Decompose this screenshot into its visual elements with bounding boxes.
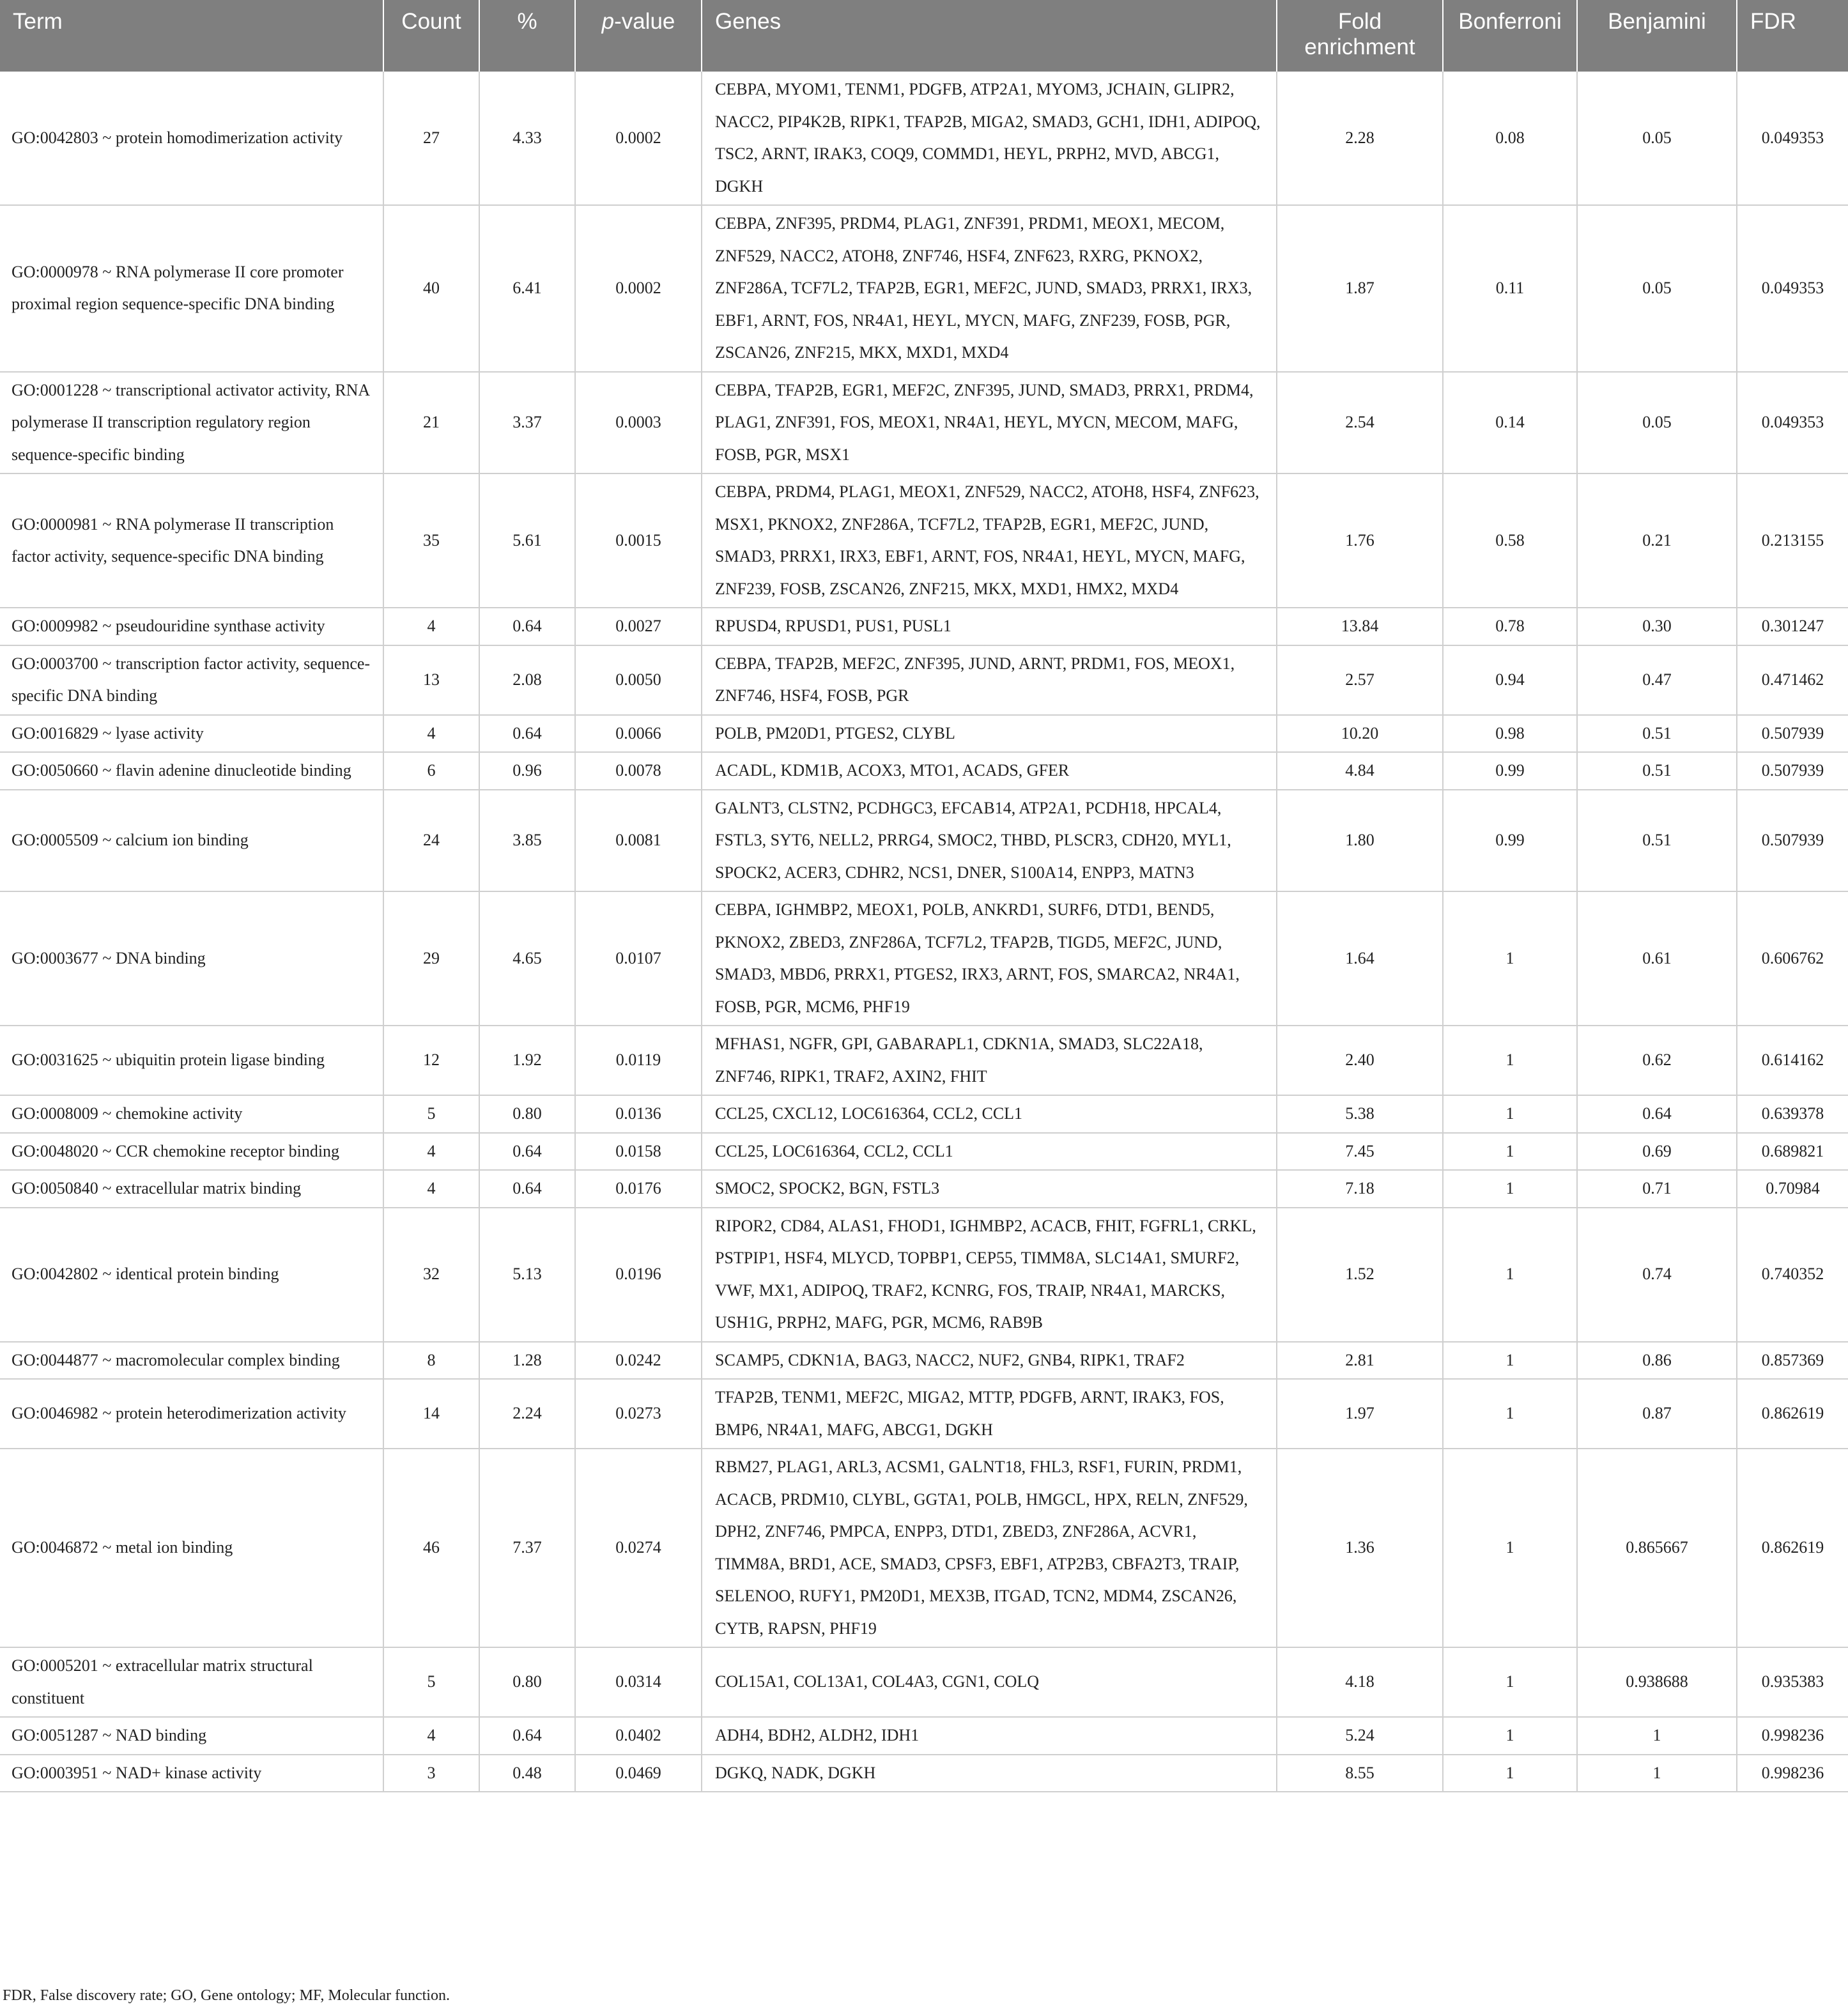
cell-count: 3 <box>383 1755 479 1792</box>
cell-genes: RIPOR2, CD84, ALAS1, FHOD1, IGHMBP2, ACACB, FHIT, FGFRL1, CRKL, PSTPIP1, HSF4, MLYCD, TOPBP1, CEP55, TIMM8A, SLC14A1, SMURF2, VWF, MX1, ADIPOQ, TRAF2, KCNRG, FOS, TRAIP, NR4A1, MARCKS, USH1G, PRPH2, MAFG, PGR, MCM6, RAB9B <box>702 1208 1277 1342</box>
header-genes: Genes <box>702 0 1277 72</box>
cell-bonferroni: 1 <box>1443 1170 1577 1208</box>
cell-fold-enrichment: 5.38 <box>1277 1095 1443 1133</box>
cell-percent: 0.80 <box>479 1095 575 1133</box>
cell-term: GO:0005509 ~ calcium ion binding <box>0 790 383 892</box>
header-term: Term <box>0 0 383 72</box>
cell-count: 21 <box>383 372 479 474</box>
cell-fdr: 0.998236 <box>1737 1755 1848 1792</box>
cell-count: 6 <box>383 752 479 790</box>
cell-count: 4 <box>383 715 479 753</box>
cell-genes: ACADL, KDM1B, ACOX3, MTO1, ACADS, GFER <box>702 752 1277 790</box>
table-row <box>0 1449 1848 1647</box>
cell-fold-enrichment: 13.84 <box>1277 608 1443 645</box>
cell-percent: 1.92 <box>479 1026 575 1095</box>
cell-percent: 0.64 <box>479 608 575 645</box>
cell-fdr: 0.507939 <box>1737 715 1848 753</box>
header-row <box>0 0 1848 72</box>
table-row <box>0 1208 1848 1342</box>
cell-bonferroni: 0.11 <box>1443 205 1577 372</box>
cell-fold-enrichment: 2.40 <box>1277 1026 1443 1095</box>
cell-fold-enrichment: 2.81 <box>1277 1342 1443 1380</box>
cell-bonferroni: 1 <box>1443 1379 1577 1449</box>
cell-percent: 0.64 <box>479 1133 575 1171</box>
cell-genes: MFHAS1, NGFR, GPI, GABARAPL1, CDKN1A, SMAD3, SLC22A18, ZNF746, RIPK1, TRAF2, AXIN2, FHIT <box>702 1026 1277 1095</box>
cell-fold-enrichment: 2.57 <box>1277 645 1443 715</box>
cell-bonferroni: 1 <box>1443 891 1577 1026</box>
table-row <box>0 1379 1848 1449</box>
cell-fold-enrichment: 4.84 <box>1277 752 1443 790</box>
cell-fdr: 0.614162 <box>1737 1026 1848 1095</box>
table-row <box>0 1717 1848 1755</box>
cell-benjamini: 0.61 <box>1577 891 1737 1026</box>
cell-genes: CEBPA, TFAP2B, MEF2C, ZNF395, JUND, ARNT, PRDM1, FOS, MEOX1, ZNF746, HSF4, FOSB, PGR <box>702 645 1277 715</box>
cell-percent: 5.13 <box>479 1208 575 1342</box>
header-count: Count <box>383 0 479 72</box>
cell-percent: 2.08 <box>479 645 575 715</box>
cell-percent: 4.33 <box>479 72 575 205</box>
table-row <box>0 1755 1848 1792</box>
cell-benjamini: 0.21 <box>1577 473 1737 608</box>
table-row <box>0 891 1848 1026</box>
table-row <box>0 715 1848 753</box>
cell-percent: 0.64 <box>479 715 575 753</box>
cell-count: 5 <box>383 1095 479 1133</box>
cell-pvalue: 0.0015 <box>575 473 702 608</box>
cell-fold-enrichment: 2.54 <box>1277 372 1443 474</box>
cell-percent: 6.41 <box>479 205 575 372</box>
cell-fdr: 0.507939 <box>1737 752 1848 790</box>
cell-fdr: 0.857369 <box>1737 1342 1848 1380</box>
cell-fold-enrichment: 7.18 <box>1277 1170 1443 1208</box>
cell-bonferroni: 0.14 <box>1443 372 1577 474</box>
cell-genes: POLB, PM20D1, PTGES2, CLYBL <box>702 715 1277 753</box>
header-fold-line2: enrichment <box>1304 35 1415 59</box>
cell-bonferroni: 1 <box>1443 1026 1577 1095</box>
cell-term: GO:0003677 ~ DNA binding <box>0 891 383 1026</box>
cell-count: 35 <box>383 473 479 608</box>
cell-fold-enrichment: 1.64 <box>1277 891 1443 1026</box>
cell-fdr: 0.301247 <box>1737 608 1848 645</box>
cell-fold-enrichment: 8.55 <box>1277 1755 1443 1792</box>
cell-pvalue: 0.0273 <box>575 1379 702 1449</box>
cell-count: 4 <box>383 608 479 645</box>
cell-count: 27 <box>383 72 479 205</box>
cell-fdr: 0.507939 <box>1737 790 1848 892</box>
cell-percent: 3.37 <box>479 372 575 474</box>
cell-fdr: 0.606762 <box>1737 891 1848 1026</box>
cell-benjamini: 0.86 <box>1577 1342 1737 1380</box>
cell-fold-enrichment: 1.36 <box>1277 1449 1443 1647</box>
table-row <box>0 645 1848 715</box>
cell-fold-enrichment: 1.52 <box>1277 1208 1443 1342</box>
cell-term: GO:0031625 ~ ubiquitin protein ligase binding <box>0 1026 383 1095</box>
cell-percent: 2.24 <box>479 1379 575 1449</box>
table-header <box>0 0 1848 72</box>
cell-genes: TFAP2B, TENM1, MEF2C, MIGA2, MTTP, PDGFB, ARNT, IRAK3, FOS, BMP6, NR4A1, MAFG, ABCG1, DGKH <box>702 1379 1277 1449</box>
cell-benjamini: 0.69 <box>1577 1133 1737 1171</box>
cell-pvalue: 0.0078 <box>575 752 702 790</box>
cell-genes: GALNT3, CLSTN2, PCDHGC3, EFCAB14, ATP2A1, PCDH18, HPCAL4, FSTL3, SYT6, NELL2, PRRG4, SMOC2, THBD, PLSCR3, CDH20, MYL1, SPOCK2, ACER3, CDHR2, NCS1, DNER, S100A14, ENPP3, MATN3 <box>702 790 1277 892</box>
cell-count: 4 <box>383 1133 479 1171</box>
cell-bonferroni: 1 <box>1443 1095 1577 1133</box>
cell-bonferroni: 1 <box>1443 1342 1577 1380</box>
cell-count: 13 <box>383 645 479 715</box>
cell-genes: CEBPA, PRDM4, PLAG1, MEOX1, ZNF529, NACC2, ATOH8, HSF4, ZNF623, MSX1, PKNOX2, ZNF286A, TCF7L2, TFAP2B, EGR1, MEF2C, JUND, SMAD3, PRRX1, IRX3, EBF1, ARNT, FOS, NR4A1, HEYL, MYCN, MAFG, ZNF239, FOSB, ZSCAN26, ZNF215, MKX, MXD1, HMX2, MXD4 <box>702 473 1277 608</box>
header-fold-enrichment <box>1277 0 1443 72</box>
cell-pvalue: 0.0402 <box>575 1717 702 1755</box>
cell-term: GO:0051287 ~ NAD binding <box>0 1717 383 1755</box>
cell-fold-enrichment: 1.76 <box>1277 473 1443 608</box>
table-row <box>0 1133 1848 1171</box>
cell-benjamini: 0.47 <box>1577 645 1737 715</box>
cell-term: GO:0042802 ~ identical protein binding <box>0 1208 383 1342</box>
cell-pvalue: 0.0242 <box>575 1342 702 1380</box>
cell-pvalue: 0.0050 <box>575 645 702 715</box>
cell-benjamini: 0.51 <box>1577 790 1737 892</box>
cell-term: GO:0042803 ~ protein homodimerization activity <box>0 72 383 205</box>
cell-term: GO:0050660 ~ flavin adenine dinucleotide binding <box>0 752 383 790</box>
cell-bonferroni: 1 <box>1443 1133 1577 1171</box>
cell-term: GO:0044877 ~ macromolecular complex binding <box>0 1342 383 1380</box>
cell-genes: CEBPA, MYOM1, TENM1, PDGFB, ATP2A1, MYOM3, JCHAIN, GLIPR2, NACC2, PIP4K2B, RIPK1, TFAP2B, MIGA2, SMAD3, GCH1, IDH1, ADIPOQ, TSC2, ARNT, IRAK3, COQ9, COMMD1, HEYL, PRPH2, MVD, ABCG1, DGKH <box>702 72 1277 205</box>
cell-fdr: 0.639378 <box>1737 1095 1848 1133</box>
cell-term: GO:0001228 ~ transcriptional activator activity, RNA polymerase II transcription regulatory region sequence-specific binding <box>0 372 383 474</box>
header-benjamini: Benjamini <box>1577 0 1737 72</box>
table-footnote: FDR, False discovery rate; GO, Gene ontology; MF, Molecular function. <box>3 1987 450 2004</box>
cell-percent: 0.64 <box>479 1170 575 1208</box>
cell-term: GO:0016829 ~ lyase activity <box>0 715 383 753</box>
table-row <box>0 1170 1848 1208</box>
cell-benjamini: 0.05 <box>1577 205 1737 372</box>
table-row <box>0 473 1848 608</box>
cell-genes: DGKQ, NADK, DGKH <box>702 1755 1277 1792</box>
cell-term: GO:0000981 ~ RNA polymerase II transcription factor activity, sequence-specific DNA binding <box>0 473 383 608</box>
cell-pvalue: 0.0136 <box>575 1095 702 1133</box>
cell-percent: 0.48 <box>479 1755 575 1792</box>
cell-benjamini: 0.74 <box>1577 1208 1737 1342</box>
cell-benjamini: 0.62 <box>1577 1026 1737 1095</box>
cell-fdr: 0.862619 <box>1737 1449 1848 1647</box>
cell-bonferroni: 0.94 <box>1443 645 1577 715</box>
cell-fdr: 0.689821 <box>1737 1133 1848 1171</box>
cell-fdr: 0.213155 <box>1737 473 1848 608</box>
cell-benjamini: 0.71 <box>1577 1170 1737 1208</box>
cell-bonferroni: 1 <box>1443 1755 1577 1792</box>
cell-term: GO:0003951 ~ NAD+ kinase activity <box>0 1755 383 1792</box>
cell-genes: SMOC2, SPOCK2, BGN, FSTL3 <box>702 1170 1277 1208</box>
cell-pvalue: 0.0027 <box>575 608 702 645</box>
cell-bonferroni: 0.08 <box>1443 72 1577 205</box>
cell-fdr: 0.471462 <box>1737 645 1848 715</box>
cell-fdr: 0.049353 <box>1737 205 1848 372</box>
cell-count: 40 <box>383 205 479 372</box>
header-fold-line1: Fold <box>1337 9 1382 34</box>
cell-term: GO:0009982 ~ pseudouridine synthase activity <box>0 608 383 645</box>
cell-pvalue: 0.0196 <box>575 1208 702 1342</box>
cell-genes: CEBPA, TFAP2B, EGR1, MEF2C, ZNF395, JUND, SMAD3, PRRX1, PRDM4, PLAG1, ZNF391, FOS, MEOX1, NR4A1, HEYL, MYCN, MECOM, MAFG, FOSB, PGR, MSX1 <box>702 372 1277 474</box>
cell-pvalue: 0.0158 <box>575 1133 702 1171</box>
cell-benjamini: 1 <box>1577 1717 1737 1755</box>
cell-benjamini: 0.64 <box>1577 1095 1737 1133</box>
cell-count: 24 <box>383 790 479 892</box>
cell-bonferroni: 0.98 <box>1443 715 1577 753</box>
cell-fdr: 0.049353 <box>1737 72 1848 205</box>
cell-count: 4 <box>383 1717 479 1755</box>
cell-benjamini: 0.51 <box>1577 752 1737 790</box>
cell-term: GO:0050840 ~ extracellular matrix binding <box>0 1170 383 1208</box>
cell-pvalue: 0.0274 <box>575 1449 702 1647</box>
cell-bonferroni: 0.58 <box>1443 473 1577 608</box>
cell-percent: 7.37 <box>479 1449 575 1647</box>
cell-bonferroni: 1 <box>1443 1449 1577 1647</box>
table-row <box>0 1647 1848 1717</box>
cell-genes: CCL25, CXCL12, LOC616364, CCL2, CCL1 <box>702 1095 1277 1133</box>
cell-percent: 1.28 <box>479 1342 575 1380</box>
cell-fold-enrichment: 7.45 <box>1277 1133 1443 1171</box>
cell-genes: RBM27, PLAG1, ARL3, ACSM1, GALNT18, FHL3, RSF1, FURIN, PRDM1, ACACB, PRDM10, CLYBL, GGTA1, POLB, HMGCL, HPX, RELN, ZNF529, DPH2, ZNF746, PMPCA, ENPP3, DTD1, ZBED3, ZNF286A, ACVR1, TIMM8A, BRD1, ACE, SMAD3, CPSF3, EBF1, ATP2B3, CBFA2T3, TRAIP, SELENOO, RUFY1, PM20D1, MEX3B, ITGAD, TCN2, MDM4, ZSCAN26, CYTB, RAPSN, PHF19 <box>702 1449 1277 1647</box>
cell-count: 8 <box>383 1342 479 1380</box>
cell-fold-enrichment: 5.24 <box>1277 1717 1443 1755</box>
header-fdr: FDR <box>1737 0 1848 72</box>
cell-genes: COL15A1, COL13A1, COL4A3, CGN1, COLQ <box>702 1647 1277 1717</box>
table-row <box>0 1095 1848 1133</box>
cell-count: 29 <box>383 891 479 1026</box>
table-row <box>0 790 1848 892</box>
cell-benjamini: 0.938688 <box>1577 1647 1737 1717</box>
cell-genes: CEBPA, ZNF395, PRDM4, PLAG1, ZNF391, PRDM1, MEOX1, MECOM, ZNF529, NACC2, ATOH8, ZNF746, HSF4, ZNF623, RXRG, PKNOX2, ZNF286A, TCF7L2, TFAP2B, EGR1, MEF2C, JUND, SMAD3, PRRX1, IRX3, EBF1, ARNT, FOS, NR4A1, HEYL, MYCN, MAFG, ZNF239, FOSB, PGR, ZSCAN26, ZNF215, MKX, MXD1, MXD4 <box>702 205 1277 372</box>
table-row <box>0 1026 1848 1095</box>
cell-percent: 5.61 <box>479 473 575 608</box>
cell-bonferroni: 1 <box>1443 1208 1577 1342</box>
header-percent: % <box>479 0 575 72</box>
table-row <box>0 608 1848 645</box>
cell-pvalue: 0.0003 <box>575 372 702 474</box>
cell-pvalue: 0.0081 <box>575 790 702 892</box>
cell-count: 46 <box>383 1449 479 1647</box>
cell-percent: 3.85 <box>479 790 575 892</box>
table-row <box>0 372 1848 474</box>
table-row <box>0 752 1848 790</box>
cell-pvalue: 0.0066 <box>575 715 702 753</box>
cell-bonferroni: 0.78 <box>1443 608 1577 645</box>
cell-fdr: 0.862619 <box>1737 1379 1848 1449</box>
cell-pvalue: 0.0002 <box>575 205 702 372</box>
cell-benjamini: 0.05 <box>1577 72 1737 205</box>
header-pvalue-italic: p <box>601 9 615 34</box>
cell-pvalue: 0.0119 <box>575 1026 702 1095</box>
cell-benjamini: 1 <box>1577 1755 1737 1792</box>
cell-term: GO:0003700 ~ transcription factor activity, sequence-specific DNA binding <box>0 645 383 715</box>
cell-pvalue: 0.0469 <box>575 1755 702 1792</box>
header-pvalue-suffix: -value <box>614 9 675 34</box>
cell-percent: 0.96 <box>479 752 575 790</box>
cell-count: 4 <box>383 1170 479 1208</box>
cell-percent: 0.80 <box>479 1647 575 1717</box>
cell-bonferroni: 0.99 <box>1443 790 1577 892</box>
cell-count: 5 <box>383 1647 479 1717</box>
cell-genes: SCAMP5, CDKN1A, BAG3, NACC2, NUF2, GNB4, RIPK1, TRAF2 <box>702 1342 1277 1380</box>
cell-fold-enrichment: 1.80 <box>1277 790 1443 892</box>
cell-benjamini: 0.865667 <box>1577 1449 1737 1647</box>
cell-term: GO:0048020 ~ CCR chemokine receptor binding <box>0 1133 383 1171</box>
cell-fdr: 0.935383 <box>1737 1647 1848 1717</box>
cell-fold-enrichment: 10.20 <box>1277 715 1443 753</box>
cell-percent: 4.65 <box>479 891 575 1026</box>
table-row <box>0 205 1848 372</box>
cell-fdr: 0.049353 <box>1737 372 1848 474</box>
table-body <box>0 72 1848 1792</box>
header-pvalue <box>575 0 702 72</box>
cell-count: 32 <box>383 1208 479 1342</box>
cell-benjamini: 0.87 <box>1577 1379 1737 1449</box>
cell-pvalue: 0.0176 <box>575 1170 702 1208</box>
cell-fdr: 0.998236 <box>1737 1717 1848 1755</box>
cell-benjamini: 0.30 <box>1577 608 1737 645</box>
cell-genes: ADH4, BDH2, ALDH2, IDH1 <box>702 1717 1277 1755</box>
cell-fold-enrichment: 2.28 <box>1277 72 1443 205</box>
cell-fdr: 0.70984 <box>1737 1170 1848 1208</box>
cell-fold-enrichment: 4.18 <box>1277 1647 1443 1717</box>
cell-term: GO:0046872 ~ metal ion binding <box>0 1449 383 1647</box>
cell-genes: CEBPA, IGHMBP2, MEOX1, POLB, ANKRD1, SURF6, DTD1, BEND5, PKNOX2, ZBED3, ZNF286A, TCF7L2, TFAP2B, TIGD5, MEF2C, JUND, SMAD3, MBD6, PRRX1, PTGES2, IRX3, ARNT, FOS, SMARCA2, NR4A1, FOSB, PGR, MCM6, PHF19 <box>702 891 1277 1026</box>
cell-pvalue: 0.0107 <box>575 891 702 1026</box>
cell-pvalue: 0.0002 <box>575 72 702 205</box>
cell-genes: RPUSD4, RPUSD1, PUS1, PUSL1 <box>702 608 1277 645</box>
cell-count: 14 <box>383 1379 479 1449</box>
cell-term: GO:0046982 ~ protein heterodimerization activity <box>0 1379 383 1449</box>
cell-benjamini: 0.05 <box>1577 372 1737 474</box>
cell-pvalue: 0.0314 <box>575 1647 702 1717</box>
cell-bonferroni: 1 <box>1443 1647 1577 1717</box>
cell-benjamini: 0.51 <box>1577 715 1737 753</box>
cell-percent: 0.64 <box>479 1717 575 1755</box>
cell-fold-enrichment: 1.87 <box>1277 205 1443 372</box>
cell-bonferroni: 0.99 <box>1443 752 1577 790</box>
header-bonferroni: Bonferroni <box>1443 0 1577 72</box>
cell-term: GO:0008009 ~ chemokine activity <box>0 1095 383 1133</box>
cell-term: GO:0005201 ~ extracellular matrix structural constituent <box>0 1647 383 1717</box>
cell-bonferroni: 1 <box>1443 1717 1577 1755</box>
cell-genes: CCL25, LOC616364, CCL2, CCL1 <box>702 1133 1277 1171</box>
table-row <box>0 1342 1848 1380</box>
cell-fold-enrichment: 1.97 <box>1277 1379 1443 1449</box>
cell-term: GO:0000978 ~ RNA polymerase II core promoter proximal region sequence-specific DNA binding <box>0 205 383 372</box>
cell-count: 12 <box>383 1026 479 1095</box>
table-row <box>0 72 1848 205</box>
cell-fdr: 0.740352 <box>1737 1208 1848 1342</box>
